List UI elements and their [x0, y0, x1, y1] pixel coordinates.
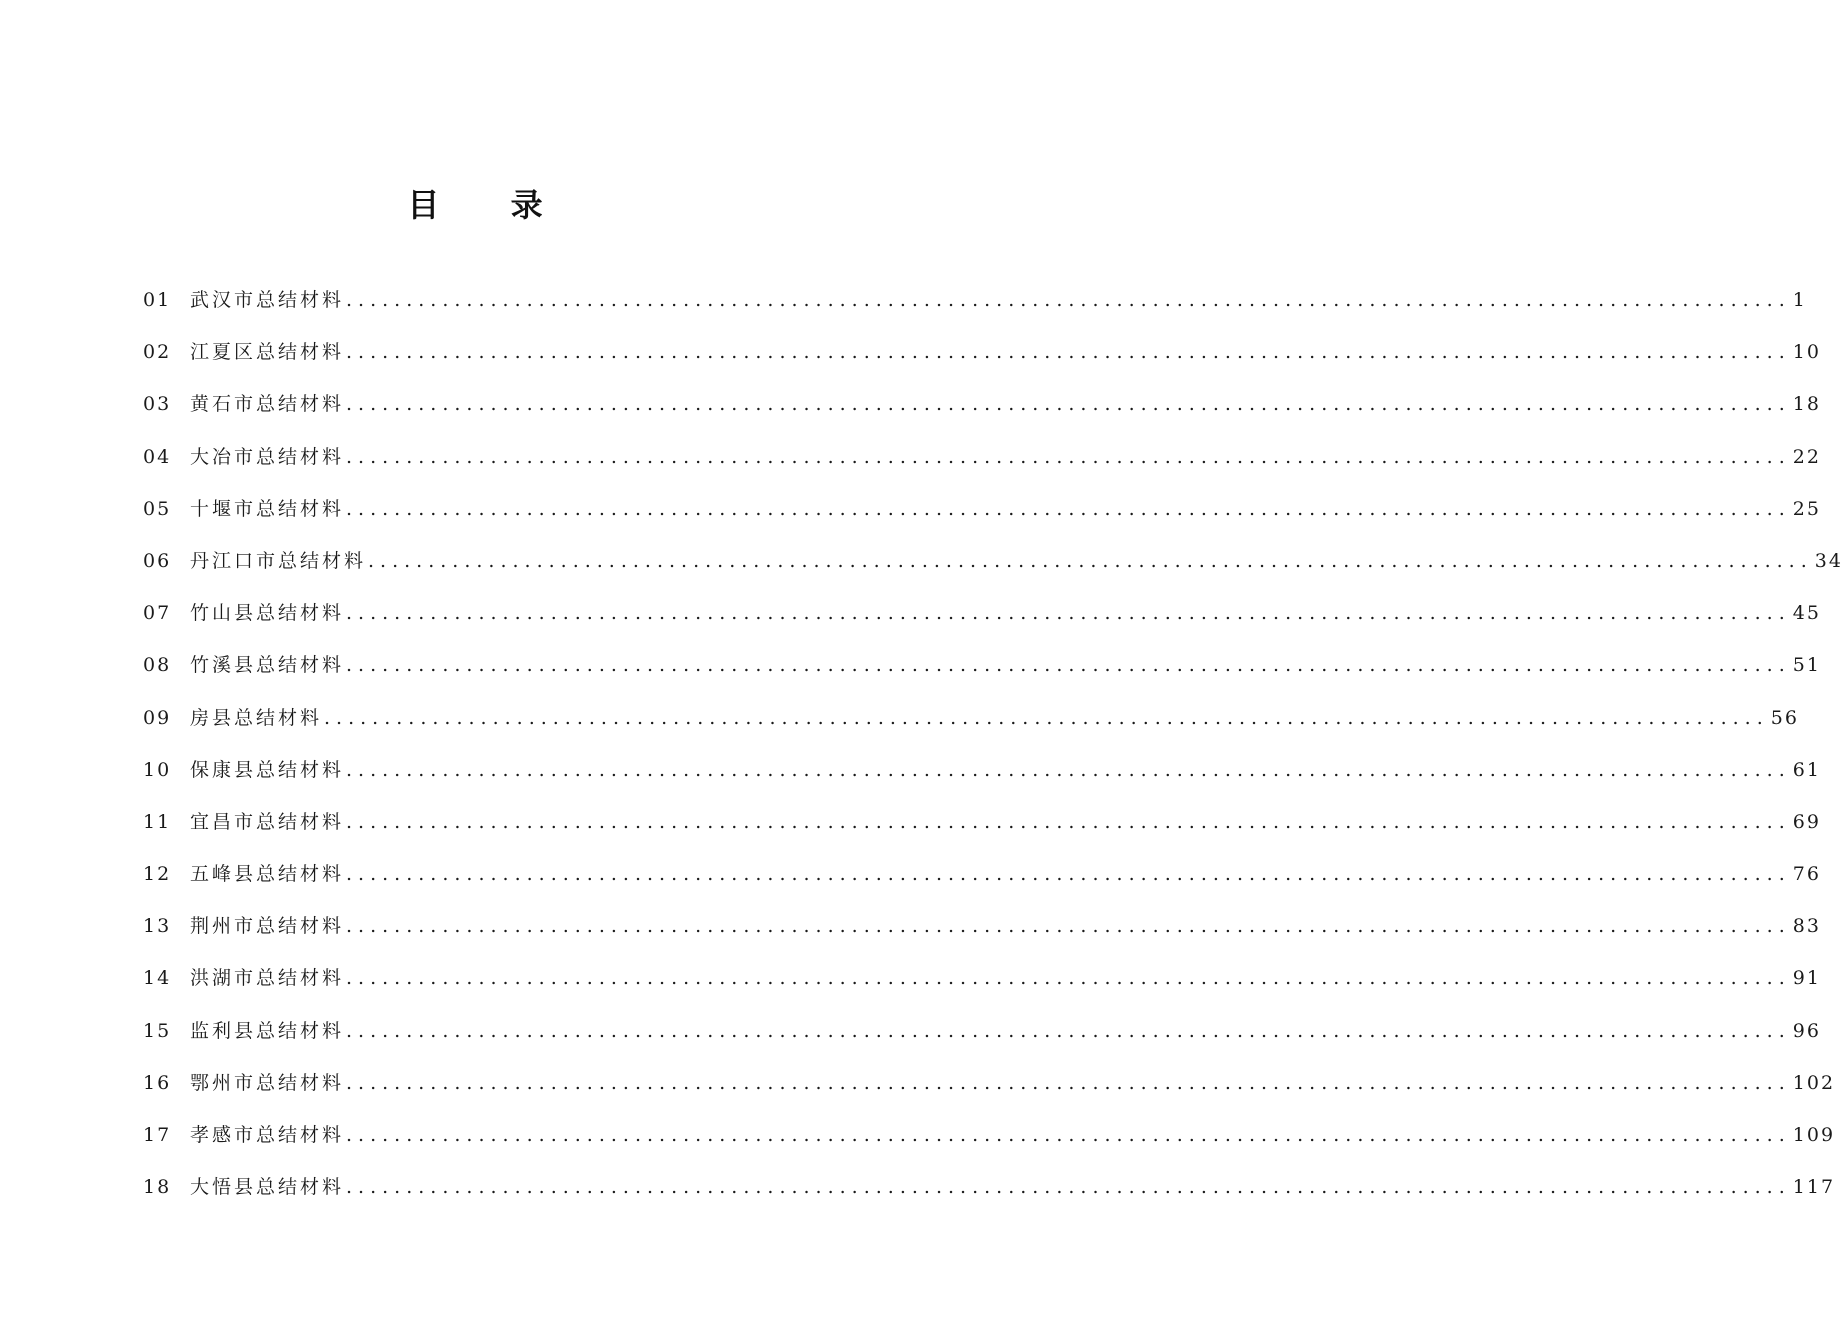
- toc-entry-number: 01: [143, 289, 172, 311]
- toc-entry-page: 102: [1792, 1071, 1836, 1094]
- toc-leader-dots: ........................................................................................................................: [346, 602, 1791, 625]
- toc-entry-number: 08: [143, 654, 172, 677]
- toc-entry-title: 宜昌市总结材料: [190, 810, 345, 833]
- toc-entry-number: 02: [143, 341, 172, 364]
- toc-entry-number: 14: [143, 967, 172, 990]
- toc-entry-page: 45: [1792, 602, 1821, 625]
- toc-entry-number: 12: [143, 863, 172, 886]
- toc-entry-page: 96: [1792, 1019, 1821, 1042]
- toc-leader-dots: ........................................................................................................................: [324, 706, 1769, 729]
- toc-entry-title: 黄石市总结材料: [190, 393, 345, 416]
- toc-entry-page: 91: [1792, 967, 1821, 990]
- toc-leader-dots: ........................................................................................................................: [346, 915, 1791, 938]
- toc-entry-title: 江夏区总结材料: [190, 341, 345, 364]
- toc-leader-dots: ........................................................................................................................: [346, 341, 1791, 364]
- toc-entry-number: 06: [143, 549, 172, 572]
- toc-entry-number: 18: [143, 1176, 172, 1199]
- toc-entry-number: 17: [143, 1124, 172, 1146]
- toc-entry[interactable]: [143, 332, 1821, 384]
- toc-entry[interactable]: [143, 384, 1821, 436]
- toc-entry-page: 51: [1792, 654, 1821, 677]
- toc-entry-title: 孝感市总结材料: [190, 1124, 345, 1146]
- toc-entry-number: 03: [143, 393, 172, 416]
- toc-entry-title: 鄂州市总结材料: [190, 1071, 345, 1094]
- toc-entry-title: 五峰县总结材料: [190, 863, 345, 886]
- toc-entry-number: 07: [143, 602, 172, 625]
- toc-entry-page: 76: [1792, 863, 1821, 886]
- toc-entry-page: 1: [1792, 289, 1807, 311]
- toc-entry[interactable]: [143, 1167, 1836, 1219]
- toc-entry[interactable]: [143, 645, 1821, 697]
- toc-entry-number: 15: [143, 1019, 172, 1042]
- toc-entry[interactable]: [143, 906, 1821, 958]
- toc-leader-dots: ........................................................................................................................: [346, 445, 1791, 468]
- toc-leader-dots: ........................................................................................................................: [346, 810, 1791, 833]
- page-title: 目 录: [407, 186, 573, 224]
- toc-leader-dots: ........................................................................................................................: [346, 497, 1791, 520]
- toc-entry[interactable]: [143, 1115, 1836, 1167]
- toc-entry-page: 56: [1770, 706, 1799, 729]
- toc-entry-number: 10: [143, 758, 172, 781]
- toc-leader-dots: ........................................................................................................................: [368, 549, 1813, 572]
- toc-entry-page: 109: [1792, 1124, 1836, 1146]
- toc-entry-title: 竹溪县总结材料: [190, 654, 345, 677]
- toc-entry[interactable]: [143, 1063, 1836, 1115]
- toc-entry[interactable]: [143, 437, 1821, 489]
- toc-leader-dots: ........................................................................................................................: [346, 1124, 1791, 1146]
- toc-leader-dots: ........................................................................................................................: [346, 1176, 1791, 1199]
- toc-entry-title: 监利县总结材料: [190, 1019, 345, 1042]
- toc-entry[interactable]: [143, 802, 1821, 854]
- toc-entry-title: 洪湖市总结材料: [190, 967, 345, 990]
- toc-entry-page: 25: [1792, 497, 1821, 520]
- toc-entry-page: 117: [1792, 1176, 1836, 1199]
- toc-entry-title: 荆州市总结材料: [190, 915, 345, 938]
- toc-entry[interactable]: [143, 750, 1821, 802]
- toc-entry-page: 34: [1814, 549, 1843, 572]
- toc-leader-dots: ........................................................................................................................: [346, 654, 1791, 677]
- toc-entry-number: 09: [143, 706, 172, 729]
- toc-entry-title: 保康县总结材料: [190, 758, 345, 781]
- toc-entry-number: 05: [143, 497, 172, 520]
- toc-entry-title: 大悟县总结材料: [190, 1176, 345, 1199]
- toc-leader-dots: ........................................................................................................................: [346, 393, 1791, 416]
- toc-leader-dots: ........................................................................................................................: [346, 863, 1791, 886]
- toc-entry-title: 十堰市总结材料: [190, 497, 345, 520]
- toc-leader-dots: ........................................................................................................................: [346, 289, 1791, 311]
- toc-entry-number: 11: [143, 810, 172, 833]
- toc-entry-title: 大冶市总结材料: [190, 445, 345, 468]
- toc-entry-title: 竹山县总结材料: [190, 602, 345, 625]
- toc-leader-dots: ........................................................................................................................: [346, 1071, 1791, 1094]
- toc-entry[interactable]: [143, 698, 1799, 750]
- toc-leader-dots: ........................................................................................................................: [346, 1019, 1791, 1042]
- toc-entry[interactable]: [143, 541, 1843, 593]
- toc-entry-title: 丹江口市总结材料: [190, 549, 367, 572]
- table-of-contents: [143, 280, 1843, 1219]
- toc-entry-number: 13: [143, 915, 172, 938]
- toc-entry-page: 10: [1792, 341, 1821, 364]
- toc-entry-number: 04: [143, 445, 172, 468]
- toc-entry[interactable]: [143, 958, 1821, 1010]
- toc-entry-title: 武汉市总结材料: [190, 289, 345, 311]
- toc-entry-number: 16: [143, 1071, 172, 1094]
- toc-leader-dots: ........................................................................................................................: [346, 758, 1791, 781]
- toc-entry[interactable]: [143, 1011, 1821, 1063]
- toc-entry-page: 22: [1792, 445, 1821, 468]
- toc-entry-page: 83: [1792, 915, 1821, 938]
- toc-entry[interactable]: [143, 489, 1821, 541]
- toc-entry[interactable]: [143, 280, 1807, 332]
- toc-entry[interactable]: [143, 854, 1821, 906]
- toc-entry[interactable]: [143, 593, 1821, 645]
- toc-leader-dots: ........................................................................................................................: [346, 967, 1791, 990]
- toc-entry-page: 61: [1792, 758, 1821, 781]
- toc-entry-title: 房县总结材料: [190, 706, 323, 729]
- toc-entry-page: 69: [1792, 810, 1821, 833]
- toc-entry-page: 18: [1792, 393, 1821, 416]
